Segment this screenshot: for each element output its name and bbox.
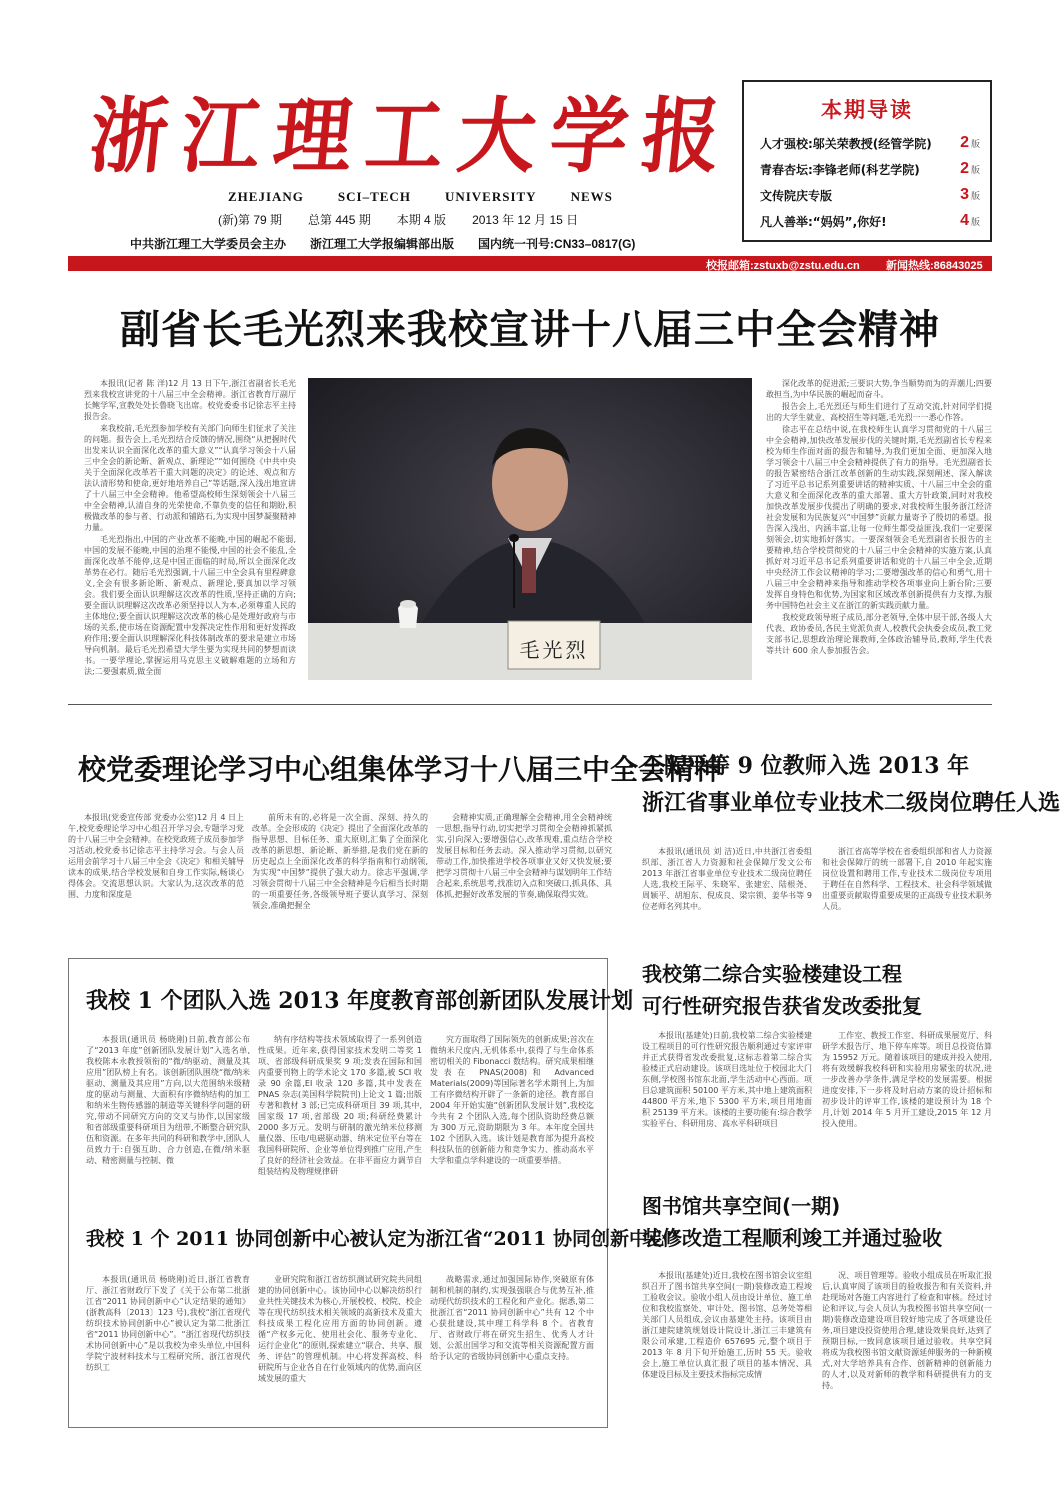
issue-total: 总第 445 期 bbox=[308, 213, 371, 227]
main-photo bbox=[308, 378, 752, 680]
library-article-col-2 bbox=[822, 1270, 992, 1430]
toc-page: 2 bbox=[960, 134, 969, 151]
toc-item[interactable] bbox=[760, 134, 980, 152]
article-paragraph: 徐志平在总结中说,在我校师生认真学习贯彻党的十八届三中全会精神,加快改革发展步伐的关键时期,毛光烈副省长专程来校为师生作面对面的报告和辅导,为我们更加全面、更加深入地学习领会十八届三中全会精神提供了有力的指导。毛光烈副省长的报告紧密结合浙江改革创新的生动实践,深刻阐述、深入解读了习近平总书记系列重要讲话的精神实质、十八届三中全会的重大意义和全面深化改革的重大部署、重大方针政策,同时对我校加快改革发展步伐提出了明确的要求,对我校师生服务浙江经济社会发展和为民族复兴“中国梦”贡献力量寄予了殷切的希望。报告深入浅出、内涵丰富,让每一位师生都受益匪浅,我们一定要深刻领会,切实地抓好落实。一要深刻领会毛光烈副省长报告的主要精神,结合学校贯彻党的十八届三中全会精神的实施方案,认真抓好对习近平总书记系列重要讲话和党的十八届三中全会,近期中央经济工作会议精神的学习;二要增强改革的信心和勇气,用十八届三中全会精神来指导和推动学校各项事业向上新台阶;三要发挥自身特色和优势,为国家和区域改革创新提供有力支撑,为服务中国特色社会主义在浙江的新实践贡献力量。 bbox=[766, 425, 992, 610]
issue-pages: 本期 4 版 bbox=[396, 213, 447, 227]
contents-guide-box bbox=[742, 80, 992, 242]
toc-page: 3 bbox=[960, 186, 969, 203]
issue-number: (新)第 79 期 bbox=[218, 213, 283, 227]
article-paragraph: 本报讯(通讯员 杨晓刚)日前,教育部公布了“2013 年度”创新团队发展计划”入选名单,我校陈本永教授领衔的“微/纳驱动、测量及其应用”团队榜上有名。该创新团队围绕“微/纳米驱动、测量及其应用”方向,以大范围纳米级精度的驱动与测量、大面积有序微纳结构的加工和纳米生物传感器的制造等关键科学问题的研究,带动不同研究方向的交叉与协作,以国家级和省部级重要科研项目为纽带,不断整合研究队伍和资源。在多年共同的科研和教学中,团队人员致力于:自强互助、合力创造,在微/纳米驱动、精密测量与控制、微 bbox=[86, 1035, 250, 1165]
toc-item-text: 凡人善举:“妈妈”,你好! bbox=[760, 215, 887, 229]
lab-article-col-1 bbox=[642, 1030, 812, 1162]
toc-item[interactable] bbox=[760, 160, 980, 178]
synergy-article-col-1 bbox=[86, 1274, 250, 1414]
headline-line: 可行性研究报告获省发改委批复 bbox=[642, 994, 922, 1018]
masthead-char: 浙 bbox=[85, 88, 173, 185]
newspaper-masthead bbox=[85, 88, 725, 185]
masthead-char: 报 bbox=[637, 88, 725, 185]
article-paragraph: 本报讯(基建处)日前,我校第二综合实验楼建设工程项目的可行性研究报告顺利通过专家评审并正式获得省发改委批复,这标志着第二综合实验楼正式启动建设。该项目选址位于校园北大门东侧,学校图书馆东北面,学生活动中心西面。项目总建筑面积 50100 平方米,其中地上建筑面积 44800 平方米,地下 5300 平方米,项目用地面积 25139 平方米。该楼的主要功能有:综合教学实验平台、科研用房、高水平科研项目 bbox=[642, 1031, 812, 1128]
toc-item-text: 人才强校:邬关荣教授(经管学院) bbox=[760, 137, 932, 151]
contact-hotline: 新闻热线:86843025 bbox=[886, 260, 983, 272]
latin-word: SCI–TECH bbox=[337, 189, 411, 204]
publisher-editor: 浙江理工大学报编辑部出版 bbox=[310, 237, 455, 251]
team-article-col-2 bbox=[258, 1034, 422, 1194]
article-paragraph: 来我校前,毛光烈参加学校有关部门向师生们征求了关注的问题。报告会上,毛光烈结合反馈的情况,围绕“从把握时代出发来认识全面深化改革的重大意义”“认真学习领会十八届三中全会的新论断、新观点、新理论”“如何围绕《中共中央关于全面深化改革若干重大问题的决定》的论述、观点和方法认清形势和使命,更好地培养自己”等话题,深入浅出地宣讲了十八届三中全会精神。他希望高校师生深刻领会十八届三中全会精神,认清自身的光荣使命,不靠负变的信任和期盼,积极做改革的参与者、行动派和铺路石,为实现中国梦凝聚精神力量。 bbox=[84, 424, 296, 532]
toc-page-unit: 版 bbox=[970, 139, 980, 149]
article-paragraph: 毛光烈指出,中国的产业改革不能晚,中国的崛起不能弱,中国的发展不能晚,中国的治理不能慢,中国的社会不能乱,全面深化改革不能停,这是中国正面临的时局,所以全面深化改革势在必行。随后毛光烈强调,十八届三中全会具有里程碑意义,全会有很多新论断、新观点、新理论,要真加以学习领会。我们要全面认识理解这次改革的性质,坚持正确的方向;要全面认识理解这次改革必须坚持以人为本,必须尊重人民的主体地位;要全面认识理解这次改革的核心是处理好政府与市场的关系,使市场在资源配置中发挥决定性作用和更好发挥政府作用;要全面认识理解深化科技体制改革的要求是建立市场导向机制。最后毛光烈希望大学生要为实现共同的梦想而读书。一要学理论,掌握运用马克思主义破解难题的立场和方法;二要强素质,做全面 bbox=[84, 535, 296, 676]
contents-guide-title: 本期导读 bbox=[821, 98, 913, 122]
study-headline[interactable]: 校党委理论学习中心组集体学习十八届三中全会精神 bbox=[78, 753, 723, 786]
article-paragraph: 究方面取得了国际领先的创新成果;首次在微纳米尺度内,无机体系中,获得了与生命体系密切相关的 Fibonacci 数结构。研究成果相继发表在 PNAS(2008)和 Advanced Materials(2009)等国际著名学术期刊上,为加工有序微结构开辟了一条新的途径。教育部自 2004 年开始实施“创新团队发展计划”,我校迄今共有 2 个团队入选,每个团队资助经费总额为 300 万元,资助期限为 3 年。本年度全国共 102 个团队入选。该计划是教育部为提升高校科技队伍的创新能力和竞争实力、推动高水平大学和重点学科建设的一项重要举措。 bbox=[430, 1035, 594, 1165]
masthead-latin-title bbox=[228, 189, 613, 205]
study-article-col-3 bbox=[436, 812, 612, 948]
main-article-col-3 bbox=[766, 378, 992, 682]
toc-page-number bbox=[960, 186, 980, 204]
headline-line: 王际平等 9 位教师入选 2013 年 bbox=[642, 753, 970, 779]
senior-article-col-1 bbox=[642, 846, 812, 942]
latin-word: NEWS bbox=[570, 189, 613, 204]
speaker-nameplate: 毛光烈 bbox=[519, 638, 589, 662]
toc-item[interactable] bbox=[760, 186, 980, 204]
latin-word: ZHEJIANG bbox=[228, 189, 304, 204]
toc-page: 2 bbox=[960, 160, 969, 177]
team-article-col-1 bbox=[86, 1034, 250, 1194]
article-paragraph: 本报讯(通讯员 杨晓刚)近日,浙江省教育厅、浙江省财政厅下发了《关于公布第二批浙江省“2011 协同创新中心”认定结果的通知》(浙教高科〔2013〕123 号),我校“浙江省现代纺织技术协同创新中心”被认定为第二批浙江省“2011 协同创新中心”。“浙江省现代纺织技术协同创新中心”是以我校为牵头单位,中国科学院宁波材料技术与工程研究所、浙江省现代纺织工 bbox=[86, 1275, 250, 1372]
article-paragraph: 本报讯(通讯员 刘 洁)近日,中共浙江省委组织部、浙江省人力资源和社会保障厅发文公布 2013 年浙江省事业单位专业技术二级岗位聘任人选,我校王际平、朱晓军、张建宏、陆根尧、周颖平、胡旭东、倪成良、梁宗锁、姜华书等 9 位老师名列其中。 bbox=[642, 847, 812, 911]
article-paragraph: 深化改革的促进派;三要识大势,争当顺势而为的弄潮儿;四要敢担当,为中华民族的崛起而奋斗。 bbox=[766, 379, 992, 399]
masthead-char: 工 bbox=[361, 88, 449, 185]
toc-item-text: 文传院庆专版 bbox=[760, 189, 833, 203]
team-headline[interactable]: 我校 1 个团队入选 2013 年度教育部创新团队发展计划 bbox=[86, 988, 634, 1014]
article-paragraph: 纳有序结构等技术领域取得了一系列创造性成果。近年来,获得国家技术发明二等奖 1 项、省部级科研成果奖 9 项;发表在国际和国内重要刊物上的学术论文 170 多篇,被 SCI 收录 90 余篇,EI 收录 120 多篇,其中发表在 PNAS 杂志(美国科学院院刊)上论文 1 篇;出版专著和教材 3 部;已完成科研项目 39 项,其中,国家级 17 项,省部级 20 项;科研经费累计 2000 多万元。发明与研制的激光纳米位移测量仪器、压电/电磁驱动器、纳米定位平台等在我国科研院所、企业等单位得到推广应用,产生了良好的经济社会效益。在非平面应力调节自组装结构及物理规律研 bbox=[258, 1035, 422, 1176]
team-article-col-3 bbox=[430, 1034, 594, 1194]
study-article-col-1 bbox=[68, 812, 244, 948]
synergy-article-col-3 bbox=[430, 1274, 594, 1414]
library-article-col-1 bbox=[642, 1270, 812, 1430]
toc-item[interactable] bbox=[760, 212, 980, 230]
senior-posts-headline[interactable] bbox=[642, 748, 1060, 822]
toc-page-unit: 版 bbox=[970, 191, 980, 201]
headline-line: 浙江省事业单位专业技术二级岗位聘任人选 bbox=[642, 790, 1061, 816]
article-paragraph: 况、项目管理等。验收小组成员在听取汇报后,认真审阅了该项目的验收报告和有关资料,并赴现场对各施工内容进行了检查和审核。经过讨论和评议,与会人员认为我校图书馆共享空间(一期)装修改造建设项目较好地完成了各项建设任务,项目建设投资使用合理,建设效果良好,达到了预期目标,一致同意该项目通过验收。共享空间将成为我校图书馆文献资源延伸服务的一种新模式,对大学培养具有合作、创新精神的创新能力的人才,以及对新师的教学和科研提供有力的支持。 bbox=[822, 1271, 992, 1390]
contact-bar bbox=[68, 256, 992, 271]
masthead-char: 江 bbox=[177, 88, 265, 185]
article-paragraph: 本报讯(基建处)近日,我校在图书馆会议室组织召开了图书馆共享空间(一期)装修改造工程竣工验收会议。验收小组人员由设计单位、施工单位和我校监察处、审计处、图书馆、总务处等相关部门人员组成,会议由基建处主持。该项目由浙江建院建筑规划设计院设计,浙江三丰建筑有限公司承建,工程造价 657695 元,整个项目于 2013 年 8 月下旬开始施工,历时 55 天。验收会上,施工单位认真汇报了项目的基本情况、具体建设目标及主要技术指标完成情 bbox=[642, 1271, 812, 1379]
article-paragraph: 前所未有的,必将是一次全面、深刻、持久的改革。全会形成的《决定》提出了全面深化改革的指导思想、目标任务、重大原则,汇集了全面深化改革的新思想、新论断、新举措,是我们党在新的历史起点上全面深化改革的科学指南和行动纲领,为实现“中国梦”提供了强大动力。徐志平强调,学习领会贯彻十八届三中全会精神是今后相当长时期的一项重要任务,各级领导班子要认真学习、深刻领会,准确把握全 bbox=[252, 813, 428, 910]
senior-article-col-2 bbox=[822, 846, 992, 942]
contact-email[interactable]: 校报邮箱:zstuxb@zstu.edu.cn bbox=[706, 260, 860, 272]
synergy-article-col-2 bbox=[258, 1274, 422, 1414]
lab-building-headline[interactable] bbox=[642, 958, 922, 1022]
article-paragraph: 本报讯(记者 陈 洋)12 月 13 日下午,浙江省副省长毛光烈来我校宣讲党的十八届三中全会精神。浙江省教育厅副厅长鲍学军,宣教处处长鲁晓飞出席。校党委委书记徐志平主持报告会。 bbox=[84, 379, 296, 421]
lab-article-col-2 bbox=[822, 1030, 992, 1162]
section-divider bbox=[68, 704, 992, 705]
masthead-char: 理 bbox=[269, 88, 357, 185]
main-headline[interactable]: 副省长毛光烈来我校宣讲十八届三中全会精神 bbox=[120, 307, 940, 353]
headline-line: 我校第二综合实验楼建设工程 bbox=[642, 962, 902, 986]
toc-item-text: 青春杏坛:李锋老师(科艺学院) bbox=[760, 163, 920, 177]
toc-page-number bbox=[960, 160, 980, 178]
latin-word: UNIVERSITY bbox=[444, 189, 537, 204]
article-paragraph: 浙江省高等学校在省委组织部和省人力资源和社会保障厅的统一部署下,自 2010 年起实施岗位设置和聘用工作,专业技术二级岗位专项用于聘任在自然科学、工程技术、社会科学领域做出重要贡献取得重要成果的正高级专业技术职务人员。 bbox=[822, 847, 992, 911]
masthead-char: 学 bbox=[545, 88, 633, 185]
headline-line: 图书馆共享空间(一期) bbox=[642, 1194, 841, 1218]
toc-page-number bbox=[960, 134, 980, 152]
masthead-char: 大 bbox=[453, 88, 541, 185]
library-headline[interactable] bbox=[642, 1190, 942, 1254]
toc-page-unit: 版 bbox=[970, 217, 980, 227]
article-paragraph: 战略需求,通过加强国际协作,突破原有体制和机制的制约,实现强强联合与优势互补,推动现代纺织技术的工程化和产业化。据悉,第二批浙江省“2011 协同创新中心”共有 12 个中心获批建设,其中理工科学科 8 个。省教育厅、省财政厅将在研究生招生、优秀人才计划、公派出国学习和交流等相关资源配置方面给予认定的省级协同创新中心重点支持。 bbox=[430, 1275, 594, 1361]
study-article-col-2 bbox=[252, 812, 428, 948]
toc-page-number bbox=[960, 212, 980, 230]
issue-info bbox=[218, 211, 578, 228]
synergy-headline[interactable]: 我校 1 个 2011 协同创新中心被认定为浙江省“2011 协同创新中心” bbox=[86, 1228, 678, 1250]
article-paragraph: 报告会上,毛光烈还与师生们进行了互动交流,针对同学们提出的大学生就业、高校招生等问题,毛光烈一一悉心作答。 bbox=[766, 402, 992, 422]
article-paragraph: 业研究院和浙江省纺织测试研究院共同组建的协同创新中心。该协同中心以解决纺织行业共性关键技术为核心,开展校校、校院、校企等在现代纺织技术相关领域的高新技术及重大科技成果工程化应用方面的协同创新。遵循“产权多元化、使用社会化、服务专业化、运行企业化”的原则,探索建立“联合、共享、服务、评估”的管理机制。中心将发挥高校、科研院所与企业各自在行业领域内的优势,面向区域发展的重大 bbox=[258, 1275, 422, 1383]
publisher-sponsor: 中共浙江理工大学委员会主办 bbox=[130, 237, 287, 251]
article-paragraph: 我校党政领导班子成员,部分老领导,全体中层干部,各级人大代表、政协委员,各民主党派负责人,校教代会执委会成员,教工党支部书记,思想政治理论课教师,全体政治辅导员,教师,学生代表等共计 600 余人参加报告会。 bbox=[766, 613, 992, 655]
article-paragraph: 会精神实质,正确理解全会精神,用全会精神统一思想,指导行动,切实把学习贯彻全会精神抓紧抓实,引向深入;要增强信心,改革现难,重点结合学校发展目标和任务去动。深入推动学习贯彻,以研究带动工作,加快推进学校各项事业又好又快发展;要把学习贯彻十八届三中全会精神与谋划明年工作结合起来,系统思考,找准切入点和突破口,抓具体、具体抓,把握好改革发展的节奏,确保取得实效。 bbox=[436, 813, 612, 899]
toc-page: 4 bbox=[960, 212, 969, 229]
article-paragraph: 本报讯(党委宣传部 党委办公室)12 月 4 日上午,校党委理论学习中心组召开学习会,专题学习党的十八届三中全会精神。在校党政班子成员参加学习活动,校党委书记徐志平主持学习会。与会人员运用会前学习十八届三中全会《决定》和相关辅导读本的成果,结合学校发展和自身工作实际,畅谈心得体会。交流思想认识。大家认为,这次改革的范围、力度和深度是 bbox=[68, 813, 244, 899]
article-paragraph: 工作室、教授工作室、科研成果展览厅、科研学术报告厅、地下停车库等。项目总投资估算为 15952 万元。随着该项目的建成并投入使用,将有效缓解我校科研和实验用房紧张的状况,进一步改善办学条件,满足学校的发展需要。根据进度安排,下一步将及时启动方案的设计招标和初步设计的评审工作,该楼的建设预计为 18 个月,计划 2014 年 5 月开工建设,2015 年 12 月投入使用。 bbox=[822, 1031, 992, 1128]
main-article-col-1 bbox=[84, 378, 296, 682]
publisher-issn: 国内统一刊号:CN33–0817(G) bbox=[478, 237, 636, 251]
publisher-info bbox=[130, 235, 635, 252]
issue-date: 2013 年 12 月 15 日 bbox=[472, 213, 579, 227]
toc-page-unit: 版 bbox=[970, 165, 980, 175]
headline-line: 装修改造工程顺利竣工并通过验收 bbox=[642, 1226, 942, 1250]
